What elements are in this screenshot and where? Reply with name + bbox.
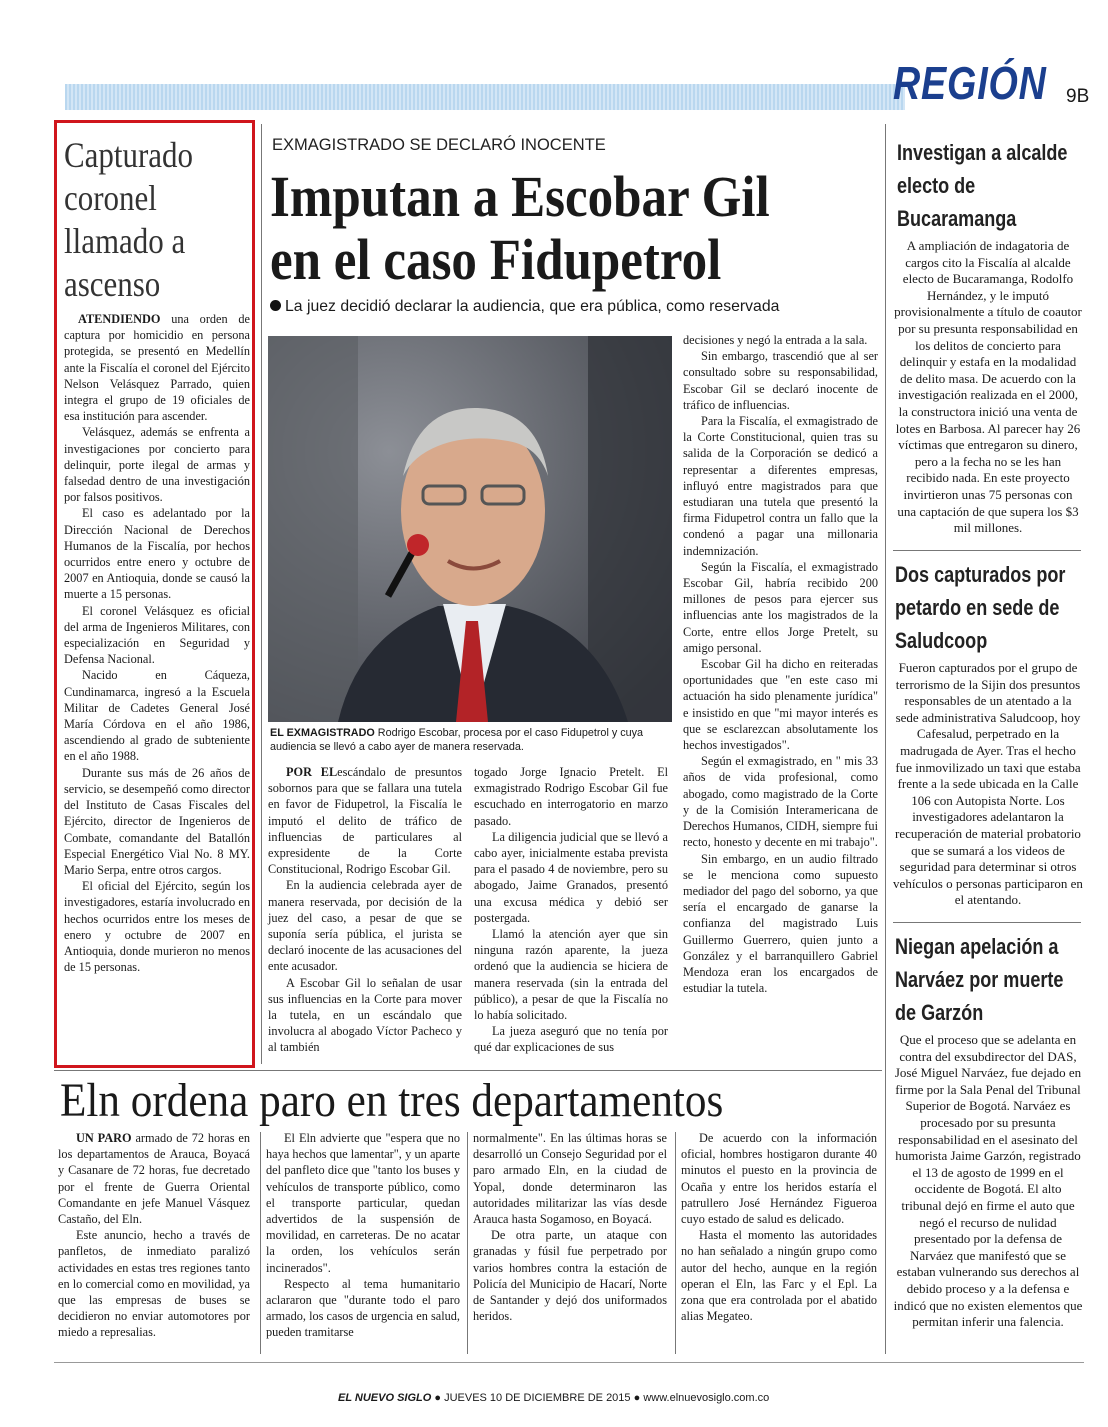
bullet-icon: ● [434, 1392, 445, 1404]
paragraph: Nacido en Cáqueza, Cundinamarca, ingresó a la Escuela Militar de Cadetes General José María Córdova en el año 1986, ascendiendo al grado de subteniente en el año 1988. [64, 668, 250, 764]
paragraph: Para la Fiscalía, el exmagistrado de la Corte Constitucional, quien tras su salida de la Corporación se dedicó a representar a diferentes empresas, influyó entre magistrados para que estudiaran una tutela que presentó la firma Fidupetrol contra un fallo que la condenó a pagar una millonaria indemnización. [683, 414, 878, 558]
paragraph: De acuerdo con la información oficial, hombres hostigaron durante 40 minutos el puesto en la provincia de Ocaña y entre los heridos estaría el patrullero José Hernández Figueroa cuyo estado de salud es delicado. [681, 1131, 877, 1227]
paragraph: Escobar Gil ha dicho en reiteradas oportunidades que "en este caso mi actuación ha sido plenamente jurídica" e insistido en que "mi mayor interés es que se esclarezcan absolutamente los hechos investigados". [683, 657, 878, 753]
paragraph: La jueza aseguró que no tenía por qué dar explicaciones de sus [474, 1024, 668, 1055]
section-divider [54, 1070, 882, 1071]
paragraph: Según el exmagistrado, en " mis 33 años de vida profesional, como abogado, como magistrado de la Corte y de la Comisión Interamericana de Derechos Humanos, CIDH, siempre fui recto, honesto y decente en mi trabajo". [683, 754, 878, 850]
left-story-body: ATENDIENDO una orden de captura por homicidio en persona protegida, se presentó en Medellín ante la Fiscalía el coronel del Ejército Nelson Velásquez Parrado, quien integra el grupo de 19 oficiales de esa institución para ascender. Velásquez, además se enfrenta a investigaciones por concierto para delinquir, porte ilegal de armas y falsedad dentro de una investigación por falsos positivos. El caso es adelantado por la Dirección Nacional de Derechos Humanos de la Fiscalía, por hechos ocurridos entre enero y octubre de 2007 en Antioquia, donde se causó la muerte a 15 personas. El coronel Velásquez es oficial del arma de Ingenieros Militares, con especialización en Seguridad y Defensa Nacional. Nacido en Cáqueza, Cundinamarca, ingresó a la Escuela Militar de Cadetes General José María Córdova en el año 1986, ascendiendo al grado de subteniente en el año 1988. Durante sus más de 26 años de servicio, se desempeñó como director del Instituto de Casas Fiscales del Ejército, director de Ingenieros de Combate, comandante del Batallón Especial Energético Vial No. 8 MY. Mario Serpa, entre otros cargos. El oficial del Ejército, según los investigadores, estaría involucrado en hechos ocurridos entre los meses de enero y octubre de 2007 en Antioquia, donde murieron no menos de 15 personas. [64, 312, 250, 975]
paragraph: El Eln advierte que "espera que no haya hechos que lamentar", y un aparte del panfleto dice que "tanto los buses y vehículos de transporte público, como el transporte particular, quedan advertidos de la suspensión de movilidad, en carreteras. De no acatar la orden, los vehículos serán incinerados". [266, 1131, 460, 1275]
column-rule [261, 124, 262, 1064]
column-rule [467, 1132, 468, 1354]
paragraph: Durante sus más de 26 años de servicio, se desempeñó como director del Instituto de Casas Fiscales del Ejército, director de Ingenieros de Combate, comandante del Batallón Especial Energético Vial No. 8 MY. Mario Serpa, entre otros cargos. [64, 765, 250, 877]
column-rule [675, 1132, 676, 1354]
paragraph: Este anuncio, hecho a través de panfletos, de inmediato paralizó actividades en estas tres regiones tanto en lo comercial como en movilidad, ya que las empresas de buses se decidieron no enviar automotores por miedo a represalias. [58, 1228, 250, 1340]
section-header-bar [65, 84, 905, 110]
main-kicker: EXMAGISTRADO SE DECLARÓ INOCENTE [272, 136, 606, 154]
brief-title: Niegan apelación a Narváez por muerte de Garzón [895, 934, 1064, 1025]
brief-body: Fueron capturados por el grupo de terrorismo de la Sijin dos presuntos responsables de un atentado a la sede administrativa Saludcoop, hoy Cafesalud, perpetrado en la madrugada de Ayer. Tras el hecho fue inmovilizado un taxi que estaba frente a la sede ubicada en la Calle 106 con Autopista Norte. Los investigadores adelantaron la recuperación de material probatorio que se sumará a los videos de seguridad para determinar si otros vehículos o personas participaron en el atentando. [893, 660, 1083, 908]
brief-title: Investigan a alcalde electo de Bucaramanga [897, 140, 1068, 231]
footer-rule [54, 1362, 1084, 1363]
section-name: REGIÓN [893, 57, 1047, 109]
brief-divider [893, 550, 1081, 551]
paragraph: normalmente". En las últimas horas se desarrolló un Consejo Seguridad por el paro armado Eln, en la ciudad de Yopal, donde determinaron las autoridades militarizar las vías desde Arauca hasta Sogamoso, en Boyacá. [473, 1131, 667, 1227]
page-number: 9B [1066, 86, 1090, 107]
main-headline-line1: Imputan a Escobar Gil [270, 164, 770, 229]
footer-url: www.elnuevosiglo.com.co [643, 1392, 770, 1404]
brief-divider [893, 922, 1081, 923]
left-headline: Capturado coronel llamado a ascenso [64, 135, 193, 304]
left-lead-word: ATENDIENDO [78, 312, 161, 326]
bottom-col2 [266, 1130, 460, 1341]
paragraph: decisiones y negó la entrada a la sala. [683, 333, 868, 347]
bottom-lead-word: UN PARO [76, 1131, 132, 1145]
paragraph: El coronel Velásquez es oficial del arma de Ingenieros Militares, con especialización en Seguridad y Defensa Nacional. [64, 603, 250, 667]
main-headline-line2: en el caso Fidupetrol [270, 227, 722, 292]
main-col3 [683, 332, 878, 996]
paragraph: La diligencia judicial que se llevó a cabo ayer, inicialmente estaba prevista para el pasado 4 de noviembre, pero su abogado, Jaime Granados, presentó una excusa médica y debió ser postergada. [474, 829, 668, 925]
bottom-col1: UN PARO armado de 72 horas en los departamentos de Arauca, Boyacá y Casanare de 72 horas, fue decretado por el frente de Guerra Oriental Comandante en jefe Manuel Vásquez Castaño, del Eln. Este anuncio, hecho a través de panfletos, de inmediato paralizó actividades en estas tres regiones tanto en lo comercial como en movilidad, ya que las empresas de buses se decidieron no enviar automotores por miedo a represalias. [58, 1131, 251, 1340]
brief-body: Que el proceso que se adelanta en contra del exsubdirector del DAS, José Miguel Narváez, fue dejado en firme por la Sala Penal del Tribunal Superior de Bogotá. Narváez es procesado por su presunta responsabilidad en el asesinato del humorista Jaime Garzón, registrado el 13 de agosto de 1999 en el occidente de Bogotá. El alto tribunal dejó en firme el auto que negó el recurso de nulidad presentado por la defensa de Narváez que manifestó que se estaban vulnerando sus derechos al debido proceso y a la defensa e indicó que no existen elementos que permitan inferir una falencia. [893, 1032, 1083, 1330]
column-rule [885, 124, 886, 1354]
paragraph: De otra parte, un ataque con granadas y fúsil fue perpetrado por varios hombres contra la estación de Policía del Municipio de Hacarí, Norte de Santander y dejó dos uniformados heridos. [473, 1228, 667, 1324]
brief-title: Dos capturados por petardo en sede de Saludcoop [895, 562, 1066, 653]
footer-date: JUEVES 10 DE DICIEMBRE DE 2015 [444, 1392, 631, 1404]
main-col1: POR ELescándalo de presuntos sobornos para que se fallara una tutela en favor de Fidupetrol, la Fiscalía le imputó el delito de tráfico de influencias de particulares al expresidente de la Corte Constitucional, Rodrigo Escobar Gil. En la audiencia celebrada ayer de manera reservada, por decisión de la juez del caso, a pesar de que se suponía sería pública, el jurista se declaró inocente de las acusaciones del ente acusador. A Escobar Gil lo señalan de usar sus influencias en la Corte para mover la tutela, en un escándalo que involucra al abogado Víctor Pacheco y al también [268, 765, 462, 1055]
paragraph: El caso es adelantado por la Dirección Nacional de Derechos Humanos de la Fiscalía, por hechos ocurridos entre enero y octubre de 2007 en Antioquia, donde se causó la muerte a 15 personas. [64, 506, 250, 602]
photo-caption: EL EXMAGISTRADO Rodrigo Escobar, procesa por el caso Fidupetrol y cuya audiencia se llevó a cabo ayer de manera reservada. [270, 727, 644, 753]
paragraph: Velásquez, además se enfrenta a investigaciones por concierto para delinquir, porte ilegal de armas y falsedad dentro de una investigación por falsos positivos. [64, 425, 250, 505]
main-lead-word: POR EL [286, 765, 338, 779]
paragraph: A Escobar Gil lo señalan de usar sus influencias en la Corte para mover la tutela, en un escándalo que involucra al abogado Víctor Pacheco y al también [268, 975, 462, 1055]
paragraph: En la audiencia celebrada ayer de manera reservada, por decisión de la juez del caso, a pesar de que se suponía sería pública, el jurista se declaró inocente de las acusaciones del ente acusador. [268, 878, 462, 974]
bullet-icon: ● [633, 1392, 644, 1404]
footer [338, 1392, 769, 1404]
paragraph: Sin embargo, en un audio filtrado se le menciona como supuesto mediador del pago del soborno, ya que sería el encargado de ganarse la confianza del magistrado Luis Guillermo Guerrero, quien junto a González y el barranquillero Gabriel Mendoza eran los encargados de estudiar la tutela. [683, 851, 878, 996]
paragraph: Hasta el momento las autoridades no han señalado a ningún grupo como autor del hecho, aunque en la región operan el Eln, las Farc y el Epl. La zona que era controlada por el abatido alias Megateo. [681, 1228, 877, 1324]
photo-exmagistrado [268, 336, 672, 722]
main-col2 [474, 764, 668, 1056]
main-deck: La juez decidió declarar la audiencia, que era pública, como reservada [270, 298, 779, 316]
paragraph: Sin embargo, trascendió que al ser consultado sobre su responsabilidad, Escobar Gil se declaró inocente de tráfico de influencias. [683, 349, 878, 412]
bottom-headline: Eln ordena paro en tres departamentos [60, 1074, 724, 1127]
paragraph: Respecto al tema humanitario aclararon que "durante todo el paro armado, los casos de urgencia en salud, pueden tramitarse [266, 1276, 460, 1340]
footer-paper-name: EL NUEVO SIGLO [338, 1392, 432, 1404]
paragraph: Según la Fiscalía, el exmagistrado Escobar Gil, habría recibido 200 millones de pesos para ejercer sus influencias ante los magistrados de la Corte, entre ellos Jorge Pretelt, su amigo personal. [683, 559, 878, 655]
paragraph: El oficial del Ejército, según los investigadores, estaría involucrado en hechos ocurridos entre los meses de enero y octubre de 2007 en Antioquia, donde murieron no menos de 15 personas. [64, 879, 250, 975]
column-rule [260, 1132, 261, 1354]
brief-body: A ampliación de indagatoria de cargos cito la Fiscalía al alcalde electo de Bucaramanga, Rodolfo Hernández, y le imputó provisionalmente a título de coautor por su presunta responsabilidad en los delitos de concierto para delinquir y estafa en la modalidad de delito masa. De acuerdo con la investigación realizada en el 2000, la constructora inició una venta de lotes en Barbosa. Al parecer hay 26 víctimas que entregaron su dinero, pero a la fecha no se les han recibido nada. En este proyecto invirtieron unas 75 personas con una captación de que supera los $3 mil millones. [894, 238, 1082, 536]
paragraph: togado Jorge Ignacio Pretelt. El exmagistrado Rodrigo Escobar Gil fue escuchado en interrogatorio en marzo pasado. [474, 765, 668, 828]
paragraph: Llamó la atención ayer que sin ninguna razón aparente, la jueza ordenó que la audiencia se hiciera de manera reservada (sin la entrada del público), a pesar de que la Fiscalía no lo había solicitado. [474, 927, 668, 1023]
bullet-icon [270, 300, 281, 311]
bottom-col3 [473, 1130, 667, 1324]
bottom-col4 [681, 1130, 877, 1324]
